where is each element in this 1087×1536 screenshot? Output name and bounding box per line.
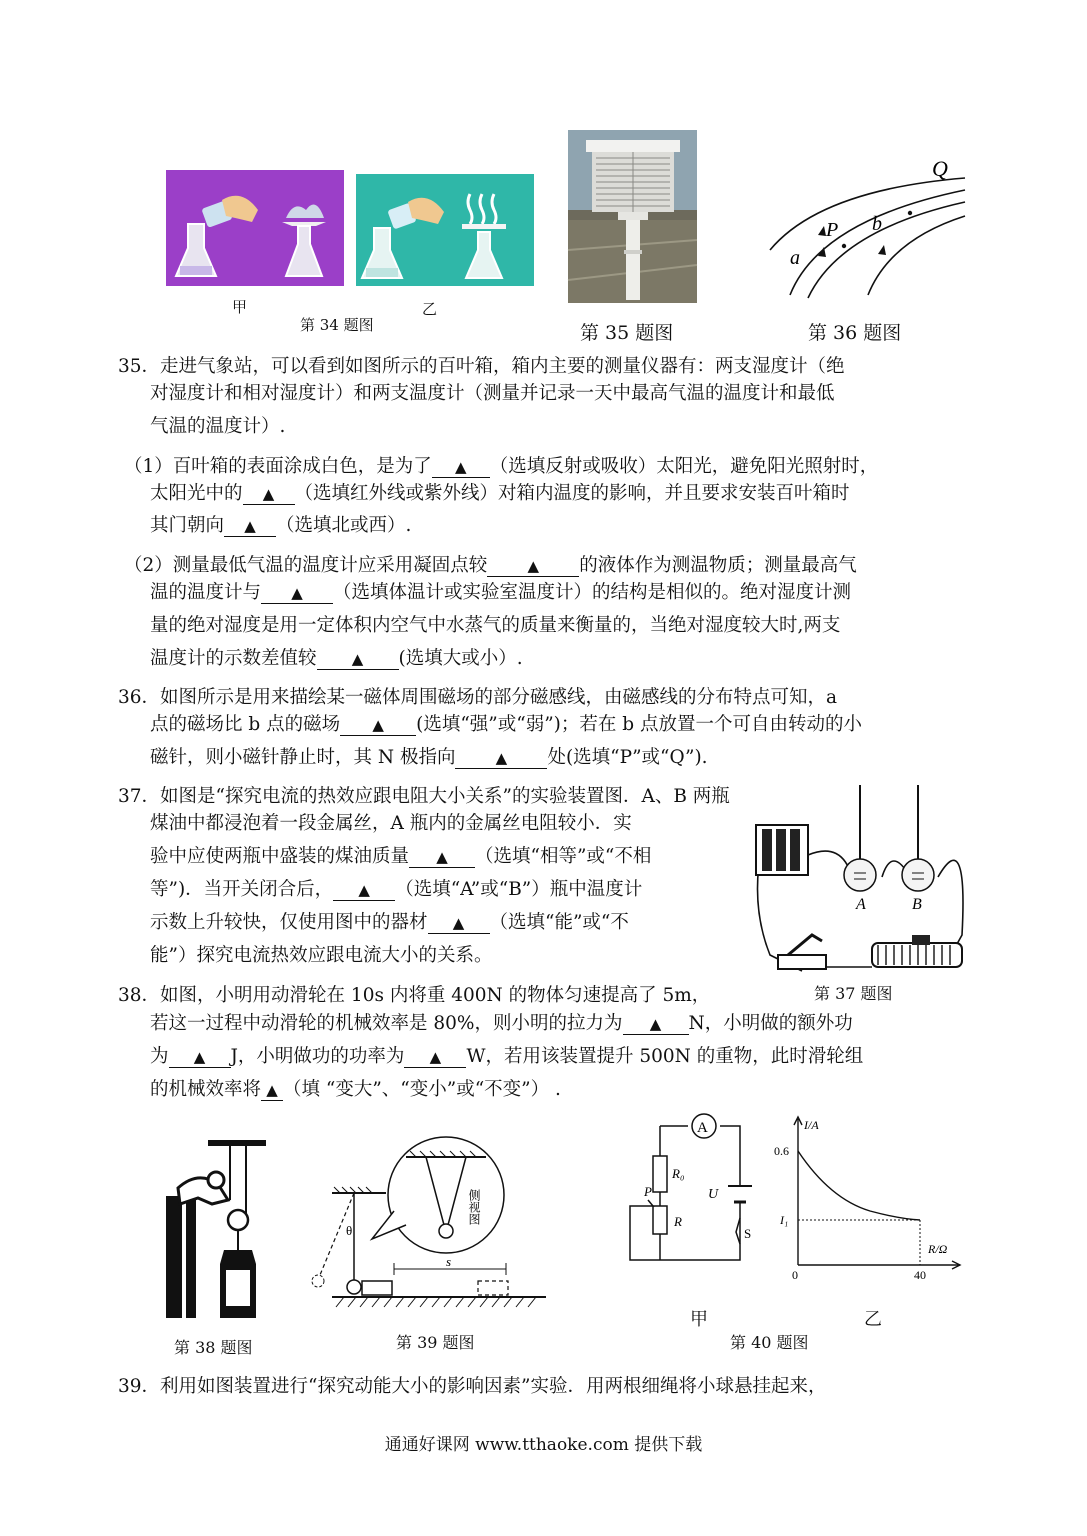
q36-line-2: 点的磁场比 b 点的磁场 ▲ (选填“强”或“弱”)；若在 b 点放置一个可自由转动的小	[150, 714, 862, 735]
label-R: R	[674, 1214, 682, 1229]
label-R0: R₀	[672, 1166, 685, 1181]
q35-p1-text-b: （选填反射或吸收）太阳光，避免阳光照射时，	[489, 456, 879, 477]
q35-line-1: 35．走进气象站，可以看到如图所示的百叶箱，箱内主要的测量仪器有：两支湿度计（绝	[118, 356, 845, 377]
answer-blank[interactable]: ▲	[404, 1048, 466, 1068]
q37-line-2: 煤油中都浸泡着一段金属丝，A 瓶内的金属丝电阻较小．实	[150, 813, 632, 834]
figure-34-yi	[356, 174, 534, 286]
figure-35-photo	[568, 130, 697, 303]
q35-part2-line-4: 温度计的示数差值较 ▲ (选填大或小）.	[150, 648, 523, 669]
label-s: s	[446, 1254, 452, 1269]
figure-34-yi-label: 乙	[422, 300, 438, 318]
rheostat-icon	[872, 935, 962, 967]
q35-p1-text-a: （1）百叶箱的表面涂成白色，是为了	[124, 456, 432, 477]
label-P: P	[826, 219, 839, 241]
figure-40-yi-label: 乙	[864, 1309, 882, 1330]
figure-38-caption: 第 38 题图	[174, 1338, 253, 1357]
q35-line-3: 气温的温度计）.	[150, 416, 286, 437]
answer-blank[interactable]: ▲	[243, 485, 295, 505]
label-I1: I₁	[780, 1213, 789, 1227]
label-S: S	[744, 1226, 752, 1241]
figure-36-caption: 第 36 题图	[808, 322, 902, 344]
answer-blank[interactable]: ▲	[455, 749, 547, 769]
q35-part1-line-2: 太阳光中的 ▲ （选填红外线或紫外线）对箱内温度的影响，并且要求安装百叶箱时	[150, 483, 850, 504]
figure-40-yi-graph	[770, 1115, 970, 1280]
label-y-value: 0.6	[774, 1144, 789, 1158]
q37-line-4: 等”)．当开关闭合后， ▲ （选填“A”或“B”）瓶中温度计	[150, 879, 643, 900]
flask-b-icon	[902, 785, 934, 891]
q37-line-3: 验中应使两瓶中盛装的煤油质量 ▲ （选填“相等”或“不相	[150, 846, 652, 867]
q37-line-1: 37．如图是“探究电流的热效应跟电阻大小关系”的实验装置图．A、B 两瓶	[118, 786, 730, 807]
page-footer: 通通好课网 www.tthaoke.com 提供下载	[384, 1435, 703, 1455]
answer-blank[interactable]: ▲	[224, 517, 276, 537]
label-b: b	[872, 213, 882, 235]
answer-blank[interactable]: ▲	[261, 1081, 283, 1101]
label-origin: 0	[792, 1268, 798, 1282]
answer-blank[interactable]: ▲	[333, 881, 395, 901]
q35-part2-line-1: （2）测量最低气温的温度计应采用凝固点较 ▲ 的液体作为测温物质；测量最高气	[124, 555, 857, 576]
figure-38-pulley	[158, 1140, 268, 1318]
q35-part1-line-3: 其门朝向 ▲ （选填北或西）.	[150, 515, 412, 536]
q36-line-3: 磁针，则小磁针静止时，其 N 极指向 ▲ 处(选填“P”或“Q”).	[150, 747, 708, 768]
q38-line-2: 若这一过程中动滑轮的机械效率是 80%，则小明的拉力为 ▲ N，小明做的额外功	[150, 1013, 853, 1034]
q38-line-1: 38．如图，小明用动滑轮在 10s 内将重 400N 的物体匀速提高了 5m，	[118, 985, 711, 1006]
q35-line-2: 对湿度计和相对湿度计）和两支温度计（测量并记录一天中最高气温的温度计和最低	[150, 383, 835, 404]
label-x-value: 40	[914, 1268, 926, 1282]
q37-line-6: 能”）探究电流热效应跟电流大小的关系。	[150, 945, 493, 966]
label-ammeter: A	[697, 1120, 708, 1136]
label-x-axis: R/Ω	[928, 1242, 948, 1256]
answer-blank[interactable]: ▲	[409, 848, 475, 868]
figure-37-caption: 第 37 题图	[814, 984, 893, 1003]
label-theta: θ	[346, 1223, 353, 1238]
figure-36	[760, 150, 970, 300]
answer-blank[interactable]: ▲	[169, 1048, 231, 1068]
label-a: a	[790, 247, 800, 269]
switch-icon	[778, 935, 826, 969]
label-Q: Q	[932, 156, 948, 181]
q36-line-1: 36．如图所示是用来描绘某一磁体周围磁场的部分磁感线，由磁感线的分布特点可知，a	[118, 687, 838, 708]
figure-40-jia-circuit	[624, 1110, 754, 1270]
q38-line-4: 的机械效率将 ▲ （填 “变大”、“变小”或“不变”） .	[150, 1079, 561, 1100]
label-U: U	[708, 1187, 719, 1202]
answer-blank[interactable]: ▲	[317, 650, 399, 670]
battery-icon	[756, 825, 808, 875]
label-y-axis: I/A	[804, 1118, 819, 1132]
q35-part2-line-2: 温的温度计与 ▲ （选填体温计或实验室温度计）的结构是相似的。绝对湿度计测	[150, 582, 852, 603]
answer-blank[interactable]: ▲	[340, 716, 416, 736]
figure-35-caption: 第 35 题图	[580, 322, 674, 344]
figure-37-circuit	[742, 785, 970, 975]
answer-blank[interactable]: ▲	[261, 584, 333, 604]
answer-blank[interactable]: ▲	[428, 914, 490, 934]
answer-blank[interactable]: ▲	[623, 1015, 689, 1035]
label-A: A	[856, 896, 866, 913]
figure-34-jia	[166, 170, 344, 286]
q35-part2-line-3: 量的绝对湿度是用一定体积内空气中水蒸气的质量来衡量的，当绝对湿度较大时,两支	[150, 615, 841, 636]
label-B: B	[912, 896, 922, 913]
figure-39-pendulum	[310, 1135, 550, 1320]
label-P: P	[644, 1184, 652, 1199]
q38-line-3: 为 ▲ J，小明做功的功率为 ▲ W，若用该装置提升 500N 的重物，此时滑轮组	[150, 1046, 864, 1067]
figure-40-caption: 第 40 题图	[730, 1333, 809, 1352]
figure-39-caption: 第 39 题图	[396, 1333, 475, 1352]
figure-40-jia-label: 甲	[690, 1309, 708, 1330]
label-side-view: 侧视图	[467, 1189, 481, 1225]
q37-line-5: 示数上升较快，仅使用图中的器材 ▲ （选填“能”或“不	[150, 912, 629, 933]
answer-blank[interactable]: ▲	[487, 557, 579, 577]
figure-34-caption: 第 34 题图	[300, 316, 374, 334]
flask-a-icon	[844, 785, 876, 891]
q35-part1-line-1	[124, 452, 878, 478]
answer-blank[interactable]: ▲	[432, 458, 490, 478]
q39-line-1: 39．利用如图装置进行“探究动能大小的影响因素”实验．用两根细绳将小球悬挂起来，	[118, 1376, 827, 1397]
figure-34-jia-label: 甲	[232, 298, 248, 316]
